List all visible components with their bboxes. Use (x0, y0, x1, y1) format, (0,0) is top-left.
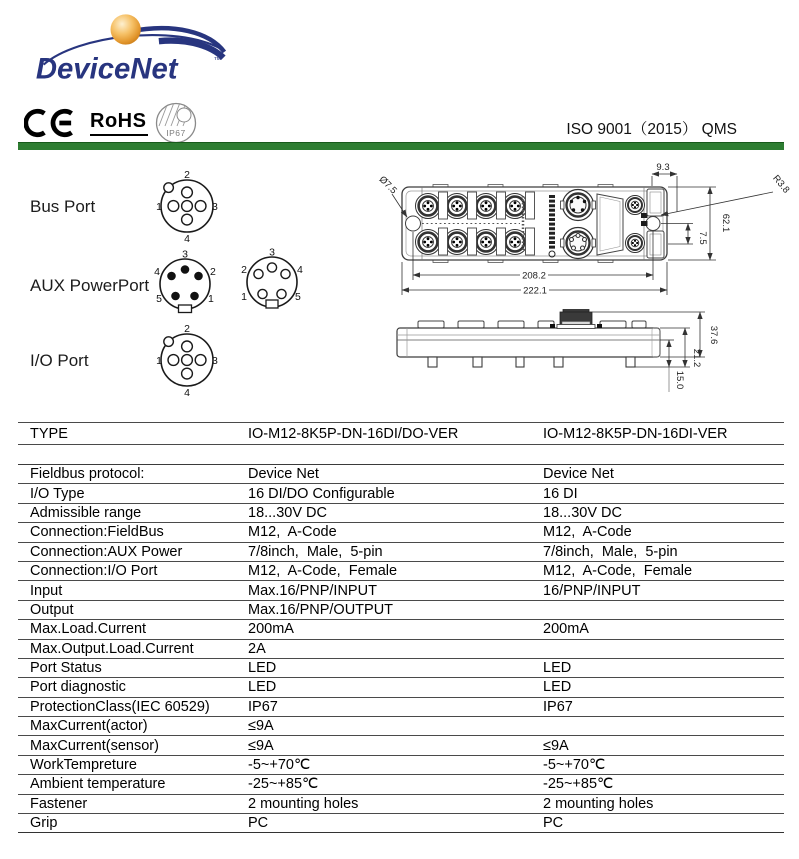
table-cell: WorkTempreture (30, 757, 137, 774)
table-cell: IP67 (248, 698, 278, 715)
table-cell: -5~+70℃ (543, 757, 606, 774)
pin-number: 3 (212, 355, 218, 367)
rohs-label: RoHS (90, 110, 147, 132)
table-cell: Port diagnostic (30, 679, 126, 696)
table-cell: 2 mounting holes (248, 795, 359, 812)
pin-number: 3 (212, 201, 218, 213)
dim-hole-span: 208.2 (522, 270, 546, 282)
table-cell: Connection:AUX Power (30, 543, 183, 560)
table-cell: IP67 (543, 698, 573, 715)
bus-port-diagram (137, 164, 237, 250)
table-row (18, 795, 784, 814)
table-cell: ≤9A (543, 737, 569, 754)
table-cell: 200mA (543, 621, 589, 638)
table-cell: LED (543, 679, 572, 696)
dim-width-top: 9.3 (656, 162, 670, 173)
table-row (18, 640, 784, 659)
table-row (18, 756, 784, 775)
pin-number: 5 (295, 291, 301, 303)
table-cell: MaxCurrent(actor) (30, 718, 148, 735)
table-cell: ≤9A (248, 718, 274, 735)
table-cell: LED (248, 679, 277, 696)
table-cell: PC (543, 815, 564, 832)
aux-plug-side (557, 310, 595, 329)
pin-number: 2 (184, 323, 190, 335)
table-cell: 16 DI (543, 485, 578, 502)
aux-power-port-label: AUX PowerPort (30, 276, 150, 295)
table-row (18, 562, 784, 581)
table-row (18, 814, 784, 833)
dim-body-height: 21.2 (691, 348, 702, 368)
pin-number: 3 (182, 248, 188, 261)
ip67-icon (153, 100, 199, 146)
table-cell: -25~+85℃ (543, 776, 614, 793)
table-cell: M12, A-Code (248, 524, 337, 541)
aux-power-female-diagram (222, 244, 322, 326)
table-row (18, 504, 784, 523)
pin-number: 3 (269, 246, 275, 259)
pin-number: 1 (156, 201, 162, 213)
dim-total-height: 37.6 (708, 325, 719, 345)
iso-certification-text: ISO 9001（2015） QMS (566, 121, 737, 138)
table-cell: 18...30V DC (248, 504, 327, 521)
table-cell: ProtectionClass(IEC 60529) (30, 698, 210, 715)
pin-number: 4 (154, 266, 160, 278)
rohs-mark (90, 110, 148, 136)
devicenet-logo (28, 5, 238, 93)
table-cell: LED (543, 660, 572, 677)
table-cell: 18...30V DC (543, 504, 622, 521)
type-row-model-1: IO-M12-8K5P-DN-16DI/DO-VER (248, 425, 459, 442)
table-cell: I/O Type (30, 485, 85, 502)
side-view-drawing (360, 308, 796, 420)
table-row (18, 736, 784, 755)
keyway-notch (164, 337, 174, 347)
table-cell: Admissible range (30, 504, 142, 521)
table-cell: Ambient temperature (30, 776, 166, 793)
table-row (18, 465, 784, 484)
table-cell: LED (248, 660, 277, 677)
aux-power-male-diagram (135, 246, 235, 328)
table-cell: M12, A-Code, Female (248, 563, 398, 580)
table-cell: Port Status (30, 660, 102, 677)
ip67-label: IP67 (166, 128, 186, 138)
table-cell: Fieldbus protocol: (30, 466, 145, 483)
pin-number: 4 (184, 233, 190, 245)
type-row-label: TYPE (30, 425, 68, 442)
table-cell: Device Net (248, 466, 319, 483)
table-cell: MaxCurrent(sensor) (30, 737, 159, 754)
table-cell: -5~+70℃ (248, 757, 311, 774)
table-cell: Max.Output.Load.Current (30, 640, 194, 657)
spec-table (18, 422, 784, 833)
type-row-model-2: IO-M12-8K5P-DN-16DI-VER (543, 425, 728, 442)
table-cell: 7/8inch, Male, 5-pin (543, 543, 678, 560)
table-type-row (18, 422, 784, 445)
table-row (18, 678, 784, 697)
pin-number: 4 (184, 387, 190, 399)
table-cell: 200mA (248, 621, 294, 638)
table-cell: 16 DI/DO Configurable (248, 485, 395, 502)
table-cell: 7/8inch, Male, 5-pin (248, 543, 383, 560)
table-gap (18, 445, 784, 464)
table-cell: Device Net (543, 466, 614, 483)
table-cell: 2A (248, 640, 266, 657)
pin-number: 1 (156, 355, 162, 367)
logo-tm: ™ (213, 55, 222, 65)
table-cell: Output (30, 601, 74, 618)
dim-total-width: 222.1 (523, 285, 547, 297)
table-row (18, 484, 784, 503)
pin-number: 1 (208, 293, 214, 305)
mounting-hole-left (406, 216, 421, 231)
table-cell: M12, A-Code, Female (543, 563, 693, 580)
table-row (18, 775, 784, 794)
bus-port-label: Bus Port (30, 197, 96, 216)
table-cell: Grip (30, 815, 58, 832)
label-panel (597, 194, 623, 255)
table-row (18, 581, 784, 600)
table-cell: M12, A-Code (543, 524, 632, 541)
keyway-tab (179, 305, 192, 313)
keyway-notch (266, 300, 278, 308)
table-row (18, 620, 784, 639)
dim-offset: 7.5 (697, 231, 708, 245)
green-divider (18, 142, 784, 150)
logo-text: DeviceNet (35, 52, 178, 86)
table-cell: Input (30, 582, 63, 599)
pin-number: 2 (241, 264, 247, 276)
table-cell: Max.Load.Current (30, 621, 147, 638)
logo-ball (111, 14, 141, 44)
table-cell: PC (248, 815, 269, 832)
dim-hole-dia: Ø7.5 (376, 174, 399, 197)
top-view-drawing (360, 156, 796, 312)
table-cell: Connection:I/O Port (30, 563, 158, 580)
dim-corner-radius: R3.8 (770, 173, 792, 196)
table-row (18, 601, 784, 620)
table-row (18, 543, 784, 562)
pin-number: 2 (184, 169, 190, 181)
io-port-diagram (137, 318, 237, 404)
table-cell: Max.16/PNP/INPUT (248, 582, 377, 599)
keyway-notch (164, 183, 174, 193)
table-cell: Max.16/PNP/OUTPUT (248, 601, 394, 618)
io-port-label: I/O Port (30, 351, 89, 370)
table-cell: 2 mounting holes (543, 795, 654, 812)
table-row (18, 698, 784, 717)
table-row (18, 659, 784, 678)
spec-table-rows (18, 464, 784, 833)
pin-number: 2 (210, 266, 216, 278)
dim-base-height: 15.0 (674, 370, 685, 390)
ce-mark-icon (24, 104, 82, 142)
table-cell: Fastener (30, 795, 88, 812)
table-cell: -25~+85℃ (248, 776, 319, 793)
pin-number: 4 (297, 264, 303, 276)
table-cell: 16/PNP/INPUT (543, 582, 641, 599)
mounting-hole-right (646, 217, 660, 231)
table-cell: ≤9A (248, 737, 274, 754)
pin-number: 1 (241, 291, 247, 303)
pin-number: 5 (156, 293, 162, 305)
table-cell: Connection:FieldBus (30, 524, 164, 541)
dim-height: 62.1 (720, 213, 731, 233)
table-row (18, 717, 784, 736)
table-row (18, 523, 784, 542)
